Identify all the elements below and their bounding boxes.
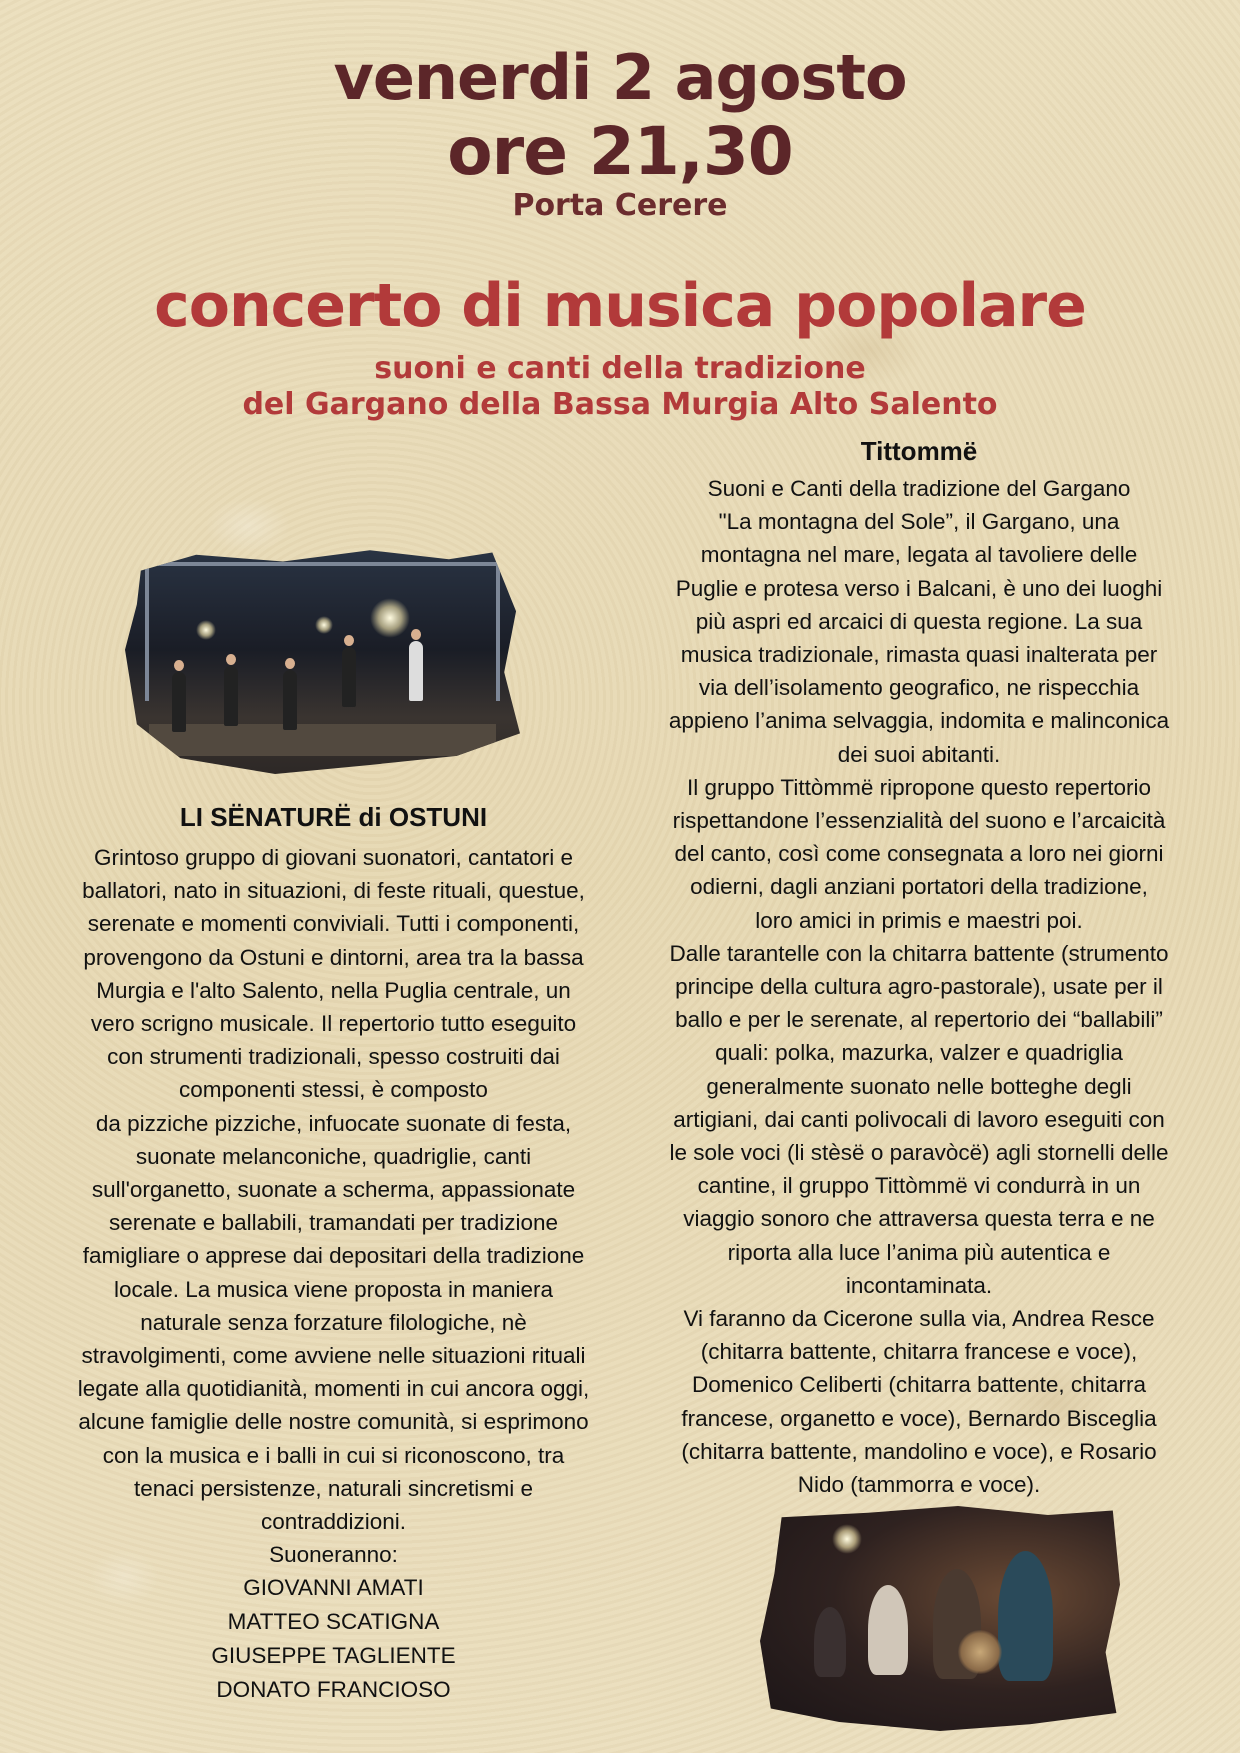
description-line: montagna nel mare, legata al tavoliere delle xyxy=(700,542,1138,568)
description-line: alcune famiglie delle nostre comunità, si esprimono xyxy=(78,1409,589,1435)
performer-name: DONATO FRANCIOSO xyxy=(216,1677,451,1703)
li-senature-stage-photo xyxy=(125,548,520,774)
description-line: Domenico Celiberti (chitarra battente, chitarra xyxy=(692,1372,1146,1398)
description-line: stravolgimenti, come avviene nelle situazioni rituali xyxy=(81,1343,586,1369)
description-line: cantine, il gruppo Tittòmmë vi condurrà in un xyxy=(697,1173,1141,1199)
description-line: incontaminata. xyxy=(845,1272,993,1298)
description-line: Puglie e protesa verso i Balcani, è uno dei luoghi xyxy=(675,575,1163,601)
description-line: provengono da Ostuni e dintorni, area tra la bassa xyxy=(83,944,584,970)
description-line: serenate e momenti conviviali. Tutti i componenti, xyxy=(87,911,580,937)
li-senature-title: LI SËNATURË di OSTUNI xyxy=(179,802,488,832)
li-senature-section xyxy=(46,800,621,834)
description-line: (chitarra battente, mandolino e voce), e Rosario xyxy=(681,1438,1157,1464)
performer-name: GIOVANNI AMATI xyxy=(243,1575,424,1601)
tittomme-title: Tittommë xyxy=(860,436,978,466)
description-line: da pizziche pizziche, infuocate suonate di festa, xyxy=(95,1110,572,1136)
tittomme-description-text xyxy=(640,472,1198,1501)
description-line: ballo e per le serenate, al repertorio dei “ballabili” xyxy=(675,1007,1163,1033)
musician-figure xyxy=(224,666,238,726)
musician-figure xyxy=(868,1585,908,1675)
description-line: le sole voci (li stèsë o paravòcë) agli stornelli delle xyxy=(669,1140,1169,1166)
description-line: Vi faranno da Cicerone sulla via, Andrea Resce xyxy=(683,1306,1155,1332)
description-line: musica tradizionale, rimasta quasi inalterata per xyxy=(680,642,1158,668)
musician-figure xyxy=(172,672,186,732)
stage-floor xyxy=(149,724,497,756)
description-line: generalmente suonato nelle botteghe degli xyxy=(706,1073,1132,1099)
musician-figure xyxy=(283,670,297,730)
description-line: dei suoi abitanti. xyxy=(837,741,1001,767)
description-line: ballatori, nato in situazioni, di feste rituali, questue, xyxy=(82,878,585,904)
description-line: del canto, così come consegnata a loro nei giorni xyxy=(674,841,1164,867)
description-line: rispettandone l’essenzialità del suono e l’arcaicità xyxy=(672,808,1166,834)
description-line: componenti stessi, è composto xyxy=(179,1077,488,1103)
description-line: viaggio sonoro che attraversa questa terra e ne xyxy=(683,1206,1155,1232)
tambourine xyxy=(958,1630,1002,1674)
description-line: sull'organetto, suonate a scherma, appassionate xyxy=(91,1177,576,1203)
concert-subtitle-line-1: suoni e canti della tradizione xyxy=(374,351,866,386)
stage-light xyxy=(832,1524,862,1554)
performers-list xyxy=(46,1571,621,1707)
description-line: Il gruppo Tittòmmë ripropone questo repertorio xyxy=(687,774,1151,800)
description-line: con strumenti tradizionali, spesso costruiti dai xyxy=(107,1044,560,1070)
description-line: tenaci persistenze, naturali sincretismi e xyxy=(134,1475,533,1501)
description-line: suonate melanconiche, quadriglie, canti xyxy=(135,1143,532,1169)
description-line: quali: polka, mazurka, valzer e quadriglia xyxy=(715,1040,1123,1066)
description-line: odierni, dagli anziani portatori della tradizione, xyxy=(690,874,1148,900)
description-line: (chitarra battente, chitarra francese e voce), xyxy=(700,1339,1138,1365)
description-line: Suoni e Canti della tradizione del Gargano xyxy=(707,476,1131,501)
description-line: con la musica e i balli in cui si riconoscono, tra xyxy=(102,1442,565,1468)
description-line: principe della cultura agro-pastorale), usate per il xyxy=(675,974,1163,1000)
description-line: Grintoso gruppo di giovani suonatori, cantatori e xyxy=(93,845,574,870)
performer-name: GIUSEPPE TAGLIENTE xyxy=(211,1643,456,1669)
description-line: Dalle tarantelle con la chitarra battente (strumento xyxy=(669,940,1169,966)
description-line: locale. La musica viene proposta in maniera xyxy=(114,1276,553,1302)
musician-figure xyxy=(342,647,356,707)
concert-title: concerto di musica popolare xyxy=(154,271,1086,341)
description-line: via dell’isolamento geografico, ne rispecchia xyxy=(698,675,1140,701)
concert-subtitle-line-2: del Gargano della Bassa Murgia Alto Salento xyxy=(242,387,998,422)
performers-label: Suoneranno: xyxy=(269,1542,398,1568)
description-line: riporta alla luce l’anima più autentica e xyxy=(727,1239,1111,1265)
description-line: Nido (tammorra e voce). xyxy=(797,1472,1041,1498)
description-line: serenate e ballabili, tramandati per tradizione xyxy=(108,1210,558,1236)
li-senature-description-text xyxy=(46,841,621,1538)
description-line: appieno l’anima selvaggia, indomita e malinconica xyxy=(668,708,1170,734)
musician-figure xyxy=(409,641,423,701)
description-line: artigiani, dai canti polivocali di lavoro eseguiti con xyxy=(673,1106,1165,1132)
description-line: contraddizioni. xyxy=(260,1509,407,1535)
event-venue: Porta Cerere xyxy=(512,188,728,223)
description-line: più aspri ed arcaici di questa regione. La sua xyxy=(695,608,1143,634)
performer-name: MATTEO SCATIGNA xyxy=(227,1609,440,1635)
tittomme-description xyxy=(640,472,1198,1501)
event-time: ore 21,30 xyxy=(447,113,793,190)
stage-light xyxy=(315,616,333,634)
description-line: loro amici in primis e maestri poi. xyxy=(755,907,1083,933)
event-date: venerdi 2 agosto xyxy=(333,41,907,114)
stage-spotlight xyxy=(370,598,410,638)
musician-figure xyxy=(998,1551,1053,1681)
description-line: naturale senza forzature filologiche, nè xyxy=(140,1309,527,1335)
li-senature-description xyxy=(46,841,621,1707)
description-line: "La montagna del Sole”, il Gargano, una xyxy=(718,509,1120,535)
tittomme-section xyxy=(640,434,1198,468)
tittomme-performance-photo xyxy=(760,1506,1120,1731)
description-line: francese, organetto e voce), Bernardo Bisceglia xyxy=(681,1405,1157,1431)
description-line: legate alla quotidianità, momenti in cui ancora oggi, xyxy=(77,1376,590,1402)
description-line: Murgia e l'alto Salento, nella Puglia centrale, un xyxy=(96,977,571,1003)
musician-figure xyxy=(814,1607,846,1677)
description-line: vero scrigno musicale. Il repertorio tutto eseguito xyxy=(90,1011,577,1037)
description-line: famigliare o apprese dai depositari della tradizione xyxy=(82,1243,585,1269)
